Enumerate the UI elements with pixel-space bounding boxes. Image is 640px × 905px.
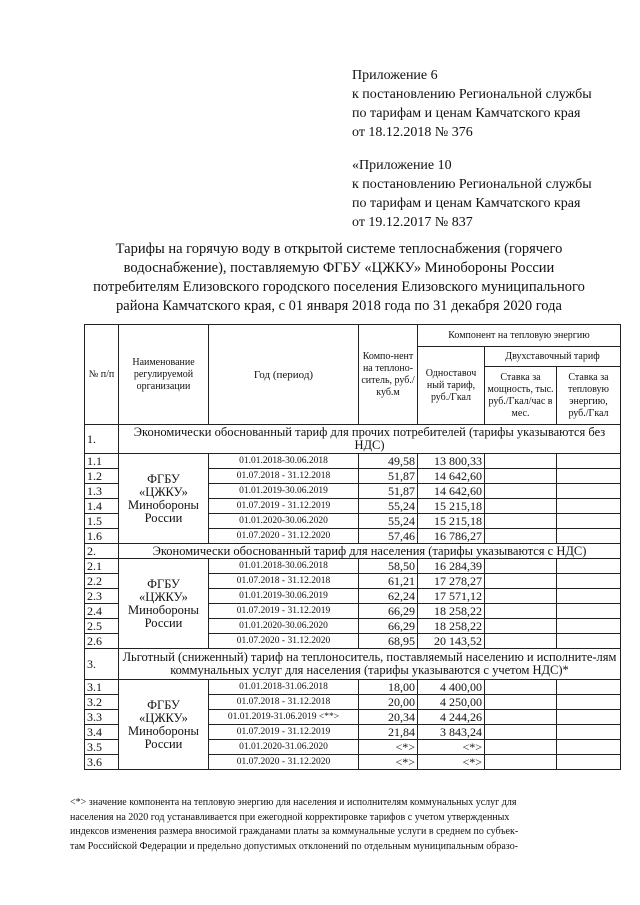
- document-title: [44, 240, 634, 316]
- single-rate-cell: 4 400,00: [418, 680, 485, 695]
- section-number: 1.: [85, 425, 119, 454]
- header-energy-rate: Ставка за тепловую энергию, руб./Гкал: [557, 367, 621, 425]
- row-number: 1.1: [85, 454, 119, 469]
- energy-rate-cell: [557, 634, 621, 649]
- period-cell: 01.07.2018 - 31.12.2018: [209, 695, 359, 710]
- single-rate-cell: 17 571,12: [418, 589, 485, 604]
- energy-rate-cell: [557, 755, 621, 770]
- title-line: водоснабжение), поставляемую ФГБУ «ЦЖКУ» Минобороны России: [123, 260, 555, 276]
- single-rate-cell: 20 143,52: [418, 634, 485, 649]
- energy-rate-cell: [557, 604, 621, 619]
- period-cell: 01.01.2019-31.06.2019 <**>: [209, 710, 359, 725]
- title-line: района Камчатского края, с 01 января 2018 года по 31 декабря 2020 года: [116, 298, 562, 314]
- power-rate-cell: [485, 469, 557, 484]
- header-single-rate: Одноставоч ный тариф, руб./Гкал: [418, 347, 485, 425]
- carrier-cell: 55,24: [359, 499, 418, 514]
- section-row: [85, 649, 621, 680]
- period-cell: 01.01.2020-30.06.2020: [209, 514, 359, 529]
- header-line: по тарифам и ценам Камчатского края: [352, 196, 581, 211]
- period-cell: 01.07.2020 - 31.12.2020: [209, 634, 359, 649]
- carrier-cell: 20,00: [359, 695, 418, 710]
- single-rate-cell: 15 215,18: [418, 514, 485, 529]
- carrier-cell: 57,46: [359, 529, 418, 544]
- single-rate-cell: 4 244,26: [418, 710, 485, 725]
- header-line: к постановлению Региональной службы: [352, 177, 592, 192]
- row-number: 3.4: [85, 725, 119, 740]
- section-number: 3.: [85, 649, 119, 680]
- carrier-cell: 62,24: [359, 589, 418, 604]
- organization-name: [119, 454, 209, 544]
- footnote-line: индексов изменения размера вносимой гражданами платы за коммунальные услуги в среднем по субъек-: [70, 826, 519, 837]
- period-cell: 01.01.2019-30.06.2019: [209, 589, 359, 604]
- energy-rate-cell: [557, 574, 621, 589]
- organization-name-line: ФГБУ: [147, 471, 180, 486]
- single-rate-cell: 13 800,33: [418, 454, 485, 469]
- footnote: [70, 796, 618, 854]
- organization-name-line: России: [144, 736, 183, 751]
- carrier-cell: <*>: [359, 755, 418, 770]
- organization-name-line: «ЦЖКУ»: [139, 710, 188, 725]
- power-rate-cell: [485, 725, 557, 740]
- footnote-line: там Российской Федерации и предельно допустимых отклонений по отдельным муниципальным образо-: [70, 840, 519, 852]
- carrier-cell: 21,84: [359, 725, 418, 740]
- header-line: по тарифам и ценам Камчатского края: [352, 106, 581, 121]
- appendix-10-header: [352, 156, 632, 232]
- power-rate-cell: [485, 604, 557, 619]
- period-cell: 01.07.2020 - 31.12.2020: [209, 529, 359, 544]
- organization-name-line: Минобороны: [128, 497, 199, 512]
- organization-name: [119, 680, 209, 770]
- section-row: [85, 544, 621, 559]
- period-cell: 01.01.2020-30.06.2020: [209, 619, 359, 634]
- carrier-cell: 51,87: [359, 469, 418, 484]
- single-rate-cell: <*>: [418, 755, 485, 770]
- period-cell: 01.01.2018-30.06.2018: [209, 559, 359, 574]
- section-row: [85, 425, 621, 454]
- organization-name-line: ФГБУ: [147, 697, 180, 712]
- power-rate-cell: [485, 454, 557, 469]
- header-energy-group: Компонент на тепловую энергию: [418, 325, 621, 347]
- table-row: [85, 559, 621, 574]
- single-rate-cell: 16 284,39: [418, 559, 485, 574]
- section-title: Экономически обоснованный тариф для прочих потребителей (тарифы указываются без НДС): [119, 425, 621, 454]
- appendix-6-header: [352, 66, 632, 142]
- period-cell: 01.01.2020-31.06.2020: [209, 740, 359, 755]
- row-number: 3.2: [85, 695, 119, 710]
- carrier-cell: <*>: [359, 740, 418, 755]
- power-rate-cell: [485, 499, 557, 514]
- row-number: 3.6: [85, 755, 119, 770]
- energy-rate-cell: [557, 514, 621, 529]
- carrier-cell: 58,50: [359, 559, 418, 574]
- carrier-cell: 61,21: [359, 574, 418, 589]
- power-rate-cell: [485, 529, 557, 544]
- title-line: Тарифы на горячую воду в открытой системе теплоснабжения (горячего: [115, 241, 563, 257]
- organization-name-line: России: [144, 615, 183, 630]
- section-title: Экономически обоснованный тариф для населения (тарифы указываются с НДС): [119, 544, 621, 559]
- single-rate-cell: 14 642,60: [418, 484, 485, 499]
- carrier-cell: 18,00: [359, 680, 418, 695]
- power-rate-cell: [485, 695, 557, 710]
- row-number: 3.3: [85, 710, 119, 725]
- tariff-table-body: [85, 425, 621, 770]
- header-two-rate-group: Двухставочный тариф: [485, 347, 621, 367]
- row-number: 1.2: [85, 469, 119, 484]
- energy-rate-cell: [557, 559, 621, 574]
- organization-name: [119, 559, 209, 649]
- section-number: 2.: [85, 544, 119, 559]
- single-rate-cell: 4 250,00: [418, 695, 485, 710]
- organization-name-line: Минобороны: [128, 602, 199, 617]
- header-line: Приложение 6: [352, 68, 438, 83]
- single-rate-cell: 18 258,22: [418, 619, 485, 634]
- section-title: Льготный (сниженный) тариф на теплоноситель, поставляемый населению и исполните-лям коммунальных услуг для населения (тарифы указываются с учетом НДС)*: [119, 649, 621, 680]
- energy-rate-cell: [557, 499, 621, 514]
- energy-rate-cell: [557, 619, 621, 634]
- organization-name-line: «ЦЖКУ»: [139, 589, 188, 604]
- carrier-cell: 66,29: [359, 619, 418, 634]
- row-number: 1.3: [85, 484, 119, 499]
- organization-name-line: «ЦЖКУ»: [139, 484, 188, 499]
- title-line: потребителям Елизовского городского поселения Елизовского муниципального: [93, 279, 585, 295]
- period-cell: 01.07.2019 - 31.12.2019: [209, 725, 359, 740]
- header-num: № п/п: [85, 325, 119, 425]
- single-rate-cell: 3 843,24: [418, 725, 485, 740]
- row-number: 1.5: [85, 514, 119, 529]
- period-cell: 01.07.2019 - 31.12.2019: [209, 604, 359, 619]
- tariff-table: [84, 324, 621, 770]
- carrier-cell: 68,95: [359, 634, 418, 649]
- single-rate-cell: <*>: [418, 740, 485, 755]
- carrier-cell: 51,87: [359, 484, 418, 499]
- period-cell: 01.01.2019-30.06.2019: [209, 484, 359, 499]
- energy-rate-cell: [557, 529, 621, 544]
- energy-rate-cell: [557, 484, 621, 499]
- row-number: 3.1: [85, 680, 119, 695]
- single-rate-cell: 18 258,22: [418, 604, 485, 619]
- header-carrier: Компо-нент на теплоно-ситель, руб./куб.м: [359, 325, 418, 425]
- organization-name-line: России: [144, 510, 183, 525]
- power-rate-cell: [485, 484, 557, 499]
- header-period: Год (период): [209, 325, 359, 425]
- power-rate-cell: [485, 710, 557, 725]
- energy-rate-cell: [557, 454, 621, 469]
- row-number: 1.4: [85, 499, 119, 514]
- table-row: [85, 680, 621, 695]
- header-line: от 19.12.2017 № 837: [352, 215, 473, 230]
- row-number: 3.5: [85, 740, 119, 755]
- header-power-rate: Ставка за мощность, тыс. руб./Гкал/час в мес.: [485, 367, 557, 425]
- power-rate-cell: [485, 619, 557, 634]
- header-org: Наименование регулируемой организации: [119, 325, 209, 425]
- single-rate-cell: 17 278,27: [418, 574, 485, 589]
- header-line: от 18.12.2018 № 376: [352, 125, 473, 140]
- energy-rate-cell: [557, 680, 621, 695]
- footnote-line: населения на 2020 год устанавливается при ежегодной корректировке тарифов с учетом утвержденных: [70, 811, 510, 823]
- power-rate-cell: [485, 589, 557, 604]
- period-cell: 01.01.2018-30.06.2018: [209, 454, 359, 469]
- period-cell: 01.07.2018 - 31.12.2018: [209, 469, 359, 484]
- power-rate-cell: [485, 574, 557, 589]
- row-number: 2.6: [85, 634, 119, 649]
- energy-rate-cell: [557, 740, 621, 755]
- single-rate-cell: 14 642,60: [418, 469, 485, 484]
- carrier-cell: 49,58: [359, 454, 418, 469]
- energy-rate-cell: [557, 710, 621, 725]
- period-cell: 01.07.2020 - 31.12.2020: [209, 755, 359, 770]
- power-rate-cell: [485, 755, 557, 770]
- single-rate-cell: 16 786,27: [418, 529, 485, 544]
- table-row: [85, 454, 621, 469]
- row-number: 2.1: [85, 559, 119, 574]
- row-number: 2.5: [85, 619, 119, 634]
- header-line: «Приложение 10: [352, 158, 452, 173]
- footnote-line: <*> значение компонента на тепловую энергию для населения и исполнителям коммунальных услуг для: [70, 797, 517, 808]
- power-rate-cell: [485, 680, 557, 695]
- energy-rate-cell: [557, 695, 621, 710]
- row-number: 2.4: [85, 604, 119, 619]
- power-rate-cell: [485, 559, 557, 574]
- power-rate-cell: [485, 740, 557, 755]
- row-number: 2.3: [85, 589, 119, 604]
- organization-name-line: Минобороны: [128, 723, 199, 738]
- row-number: 1.6: [85, 529, 119, 544]
- header-line: к постановлению Региональной службы: [352, 87, 592, 102]
- organization-name-line: ФГБУ: [147, 576, 180, 591]
- period-cell: 01.01.2018-31.06.2018: [209, 680, 359, 695]
- carrier-cell: 55,24: [359, 514, 418, 529]
- period-cell: 01.07.2018 - 31.12.2018: [209, 574, 359, 589]
- carrier-cell: 20,34: [359, 710, 418, 725]
- energy-rate-cell: [557, 589, 621, 604]
- energy-rate-cell: [557, 725, 621, 740]
- row-number: 2.2: [85, 574, 119, 589]
- carrier-cell: 66,29: [359, 604, 418, 619]
- period-cell: 01.07.2019 - 31.12.2019: [209, 499, 359, 514]
- single-rate-cell: 15 215,18: [418, 499, 485, 514]
- power-rate-cell: [485, 634, 557, 649]
- energy-rate-cell: [557, 469, 621, 484]
- power-rate-cell: [485, 514, 557, 529]
